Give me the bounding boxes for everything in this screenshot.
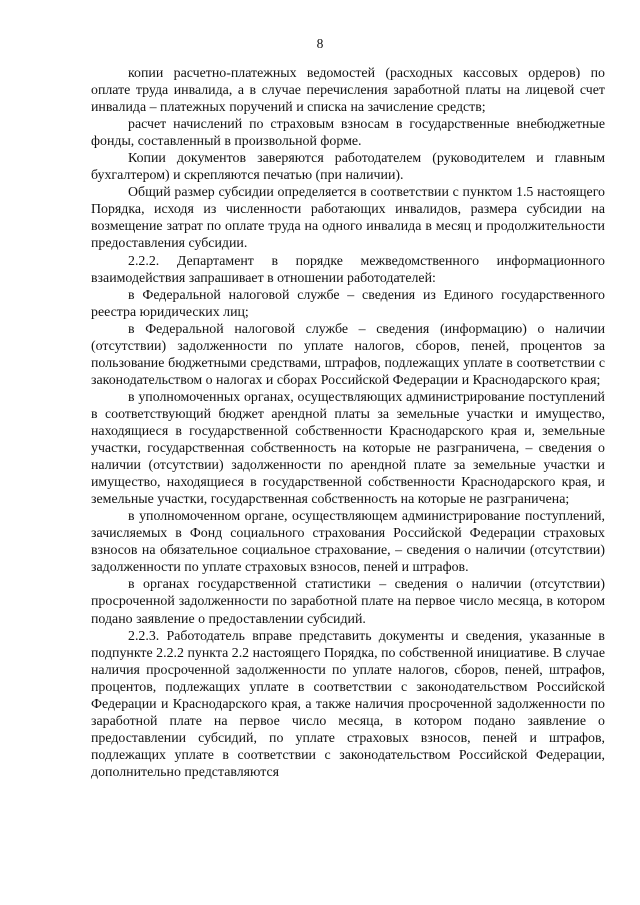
- paragraph-social-insurance-debt: в уполномоченном органе, осуществляющем администрирование поступлений, зачисляемых в Фонд социального страхования Российской Федерации страховых взносов на обязательное социальное страхование, – сведения о наличии (отсутствии) задолженности по уплате страховых взносов, пеней и штрафов.: [91, 509, 605, 576]
- paragraph-rent-debt: в уполномоченных органах, осуществляющих администрирование поступлений в соответствующий бюджет арендной платы за земельные участки и имущество, находящиеся в государственной собственности Краснодарского края и, земельные участки, государственная собственность на которые не разграничена, – сведения о наличии (отсутствии) задолженности по арендной плате за земельные участки и имущество, находящиеся в государственной собственности Краснодарского края, и земельные участки, государственная собственность на которые не разграничена;: [91, 389, 605, 508]
- paragraph-statistics-wage-debt: в органах государственной статистики – сведения о наличии (отсутствии) просроченной задолженности по заработной плате на первое число месяца, в котором подано заявление о предоставлении субсидий.: [91, 577, 605, 627]
- paragraph-insurance-calculation: расчет начислений по страховым взносам в государственные внебюджетные фонды, составленный в произвольной форме.: [91, 117, 605, 150]
- paragraph-subsidy-amount: Общий размер субсидии определяется в соответствии с пунктом 1.5 настоящего Порядка, исходя из численности работающих инвалидов, размера субсидии на возмещение затрат по оплате труда на одного инвалида в месяц и продолжительности предоставления субсидии.: [91, 185, 605, 252]
- paragraph-payroll-copies: копии расчетно-платежных ведомостей (расходных кассовых ордеров) по оплате труда инвалида, а в случае перечисления заработной платы на лицевой счет инвалида – платежных поручений и списка на зачисление средств;: [91, 66, 605, 116]
- paragraph-tax-service-registry: в Федеральной налоговой службе – сведения из Единого государственного реестра юридических лиц;: [91, 287, 605, 320]
- document-body: [91, 65, 605, 781]
- paragraph-document-certification: Копии документов заверяются работодателем (руководителем и главным бухгалтером) и скрепляются печатью (при наличии).: [91, 151, 605, 184]
- paragraph-tax-service-debt: в Федеральной налоговой службе – сведения (информацию) о наличии (отсутствии) задолженности по уплате налогов, сборов, пеней, процентов за пользование бюджетными средствами, штрафов, подлежащих уплате в соответствии с законодательством о налогах и сборах Российской Федерации и Краснодарского края;: [91, 321, 605, 388]
- paragraph-2-2-2: 2.2.2. Департамент в порядке межведомственного информационного взаимодействия запрашивает в отношении работодателей:: [91, 253, 605, 286]
- page-number: 8: [316, 36, 324, 51]
- paragraph-2-2-3: 2.2.3. Работодатель вправе представить документы и сведения, указанные в подпункте 2.2.2 пункта 2.2 настоящего Порядка, по собственной инициативе. В случае наличия просроченной задолженности по уплате налогов, сборов, пеней, штрафов, процентов, подлежащих уплате в соответствии с законодательством Российской Федерации и Краснодарского края, а также наличия просроченной задолженности по заработной плате на первое число месяца, в котором подано заявление о предоставлении субсидий, по уплате страховых взносов, пеней и штрафов, подлежащих уплате в соответствии с законодательством Российской Федерации, дополнительно представляются: [91, 628, 605, 780]
